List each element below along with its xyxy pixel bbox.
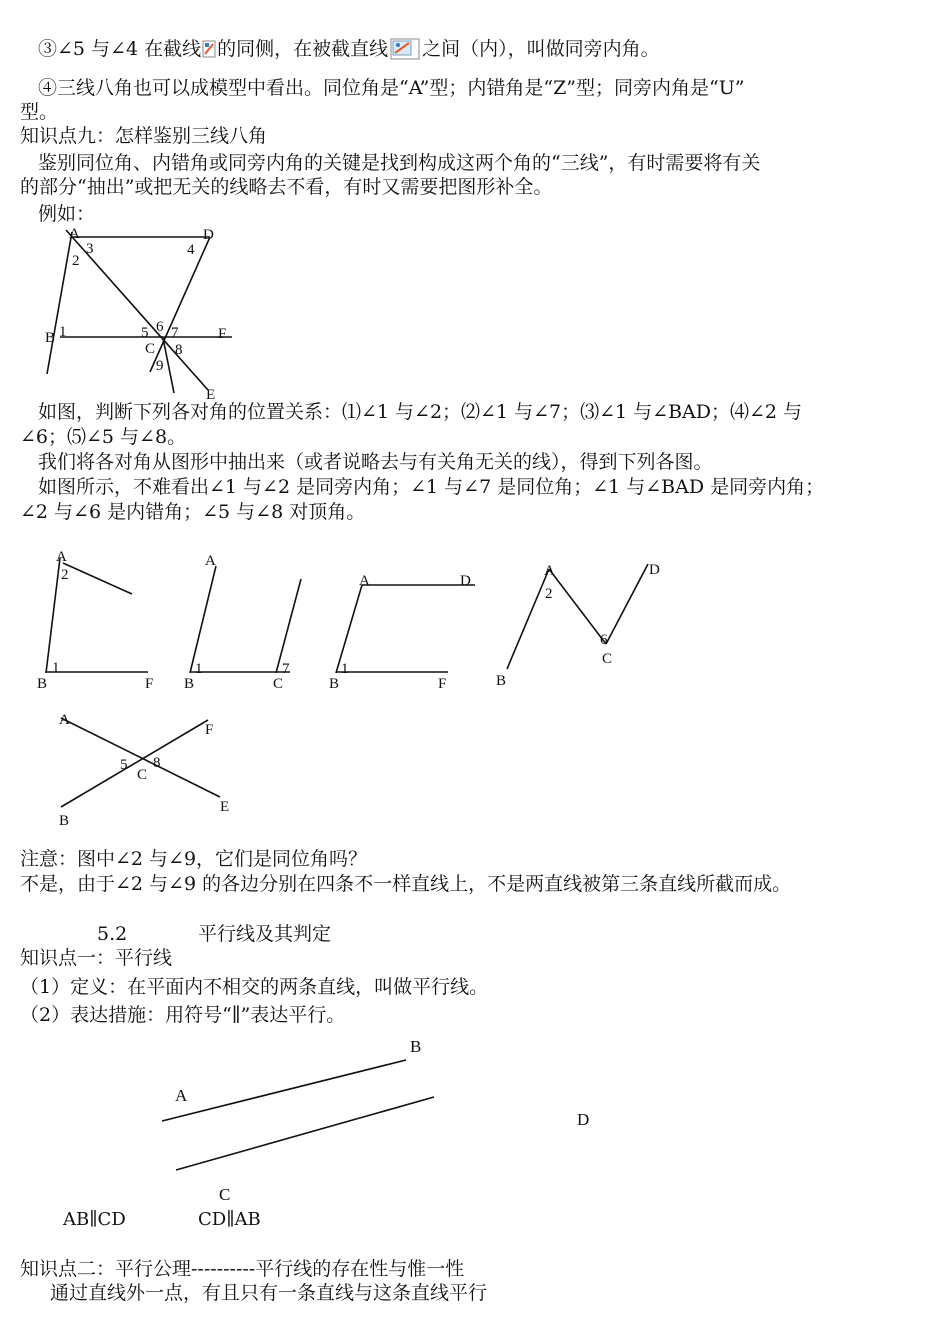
- label-D: D: [203, 227, 214, 243]
- sub4-label-D: D: [649, 562, 660, 578]
- sub4-label-2: 2: [545, 586, 553, 602]
- label-3: 3: [86, 241, 94, 257]
- sub5-label-B: B: [59, 813, 70, 829]
- notation-line: （2）表达措施：用符号“∥”表达平行。: [20, 1004, 346, 1026]
- section-title: 平行线及其判定: [198, 923, 332, 945]
- sub5-label-C: C: [137, 767, 148, 783]
- note-answer: 不是，由于∠2 与∠9 的各边分别在四条不一样直线上，不是两直线被第三条直线所截而成。: [20, 873, 792, 895]
- parallel-label-C: C: [219, 1185, 231, 1204]
- paragraph-identify-cont: 的部分“抽出”或把无关的线略去不看，有时又需要把图形补全。: [20, 176, 553, 198]
- sub3-label-D: D: [460, 573, 471, 589]
- definition-line: （1）定义：在平面内不相交的两条直线，叫做平行线。: [20, 976, 489, 998]
- parallel-label-A: A: [175, 1086, 188, 1105]
- heading-point-9: 知识点九：怎样鉴别三线八角: [20, 125, 268, 147]
- heading-point-1: 知识点一：平行线: [20, 947, 173, 969]
- sub5-label-8: 8: [153, 755, 161, 771]
- notation-AB-CD: AB∥CD: [63, 1209, 126, 1230]
- question-line-cont: ∠6；⑸∠5 与∠8。: [20, 426, 187, 448]
- note-question: 注意：图中∠2 与∠9，它们是同位角吗？: [20, 848, 368, 870]
- sub3-label-F: F: [438, 676, 447, 692]
- parallel-label-B: B: [410, 1037, 422, 1056]
- line-AB-parallel: [162, 1060, 406, 1121]
- sub1-label-B: B: [37, 676, 48, 692]
- parallel-axiom: 通过直线外一点，有且只有一条直线与这条直线平行: [50, 1282, 488, 1304]
- sub3-label-B: B: [329, 676, 340, 692]
- text-l1c: 之间（内），叫做同旁内角。: [422, 38, 660, 60]
- paragraph-identify: 鉴别同位角、内错角或同旁内角的关键是找到构成这两个角的“三线”，有时需要将有关: [38, 152, 761, 174]
- sub1-label-A: A: [56, 549, 67, 565]
- answer-line-cont: ∠2 与∠6 是内错角；∠5 与∠8 对顶角。: [20, 501, 366, 523]
- extract-line: 我们将各对角从图形中抽出来（或者说略去与有关角无关的线），得到下列各图。: [38, 451, 713, 473]
- text-l1b: 的同侧，在被截直线: [217, 38, 389, 60]
- label-A: A: [69, 226, 80, 242]
- label-E: E: [206, 387, 216, 403]
- parallel-label-D: D: [577, 1110, 590, 1129]
- label-9: 9: [156, 358, 164, 374]
- sub5-label-A: A: [59, 712, 70, 728]
- line-model: ④三线八角也可以成模型中看出。同位角是“A”型；内错角是“Z”型；同旁内角是“U”: [38, 77, 745, 99]
- sub3-label-A: A: [359, 573, 370, 589]
- answer-line: 如图所示，不难看出∠1 与∠2 是同旁内角；∠1 与∠7 是同位角；∠1 与∠BAD 是同旁内角；: [38, 476, 825, 498]
- sub5-label-5: 5: [120, 757, 128, 773]
- sub4-label-6: 6: [600, 632, 608, 648]
- example-label: 例如：: [38, 203, 96, 225]
- sub2-label-C: C: [273, 676, 284, 692]
- sub1-label-1: 1: [52, 660, 60, 676]
- label-5: 5: [141, 325, 149, 341]
- heading-point-2: 知识点二：平行公理----------平行线的存在性与惟一性: [20, 1258, 465, 1280]
- question-line: 如图，判断下列各对角的位置关系：⑴∠1 与∠2；⑵∠1 与∠7；⑶∠1 与∠BAD；⑷∠2 与: [38, 401, 803, 423]
- sub5-label-E: E: [220, 799, 230, 815]
- sub2-label-A: A: [205, 553, 216, 569]
- label-6: 6: [156, 319, 164, 335]
- sub4-label-A: A: [544, 563, 555, 579]
- sub4-label-C: C: [602, 651, 613, 667]
- sub2-label-1: 1: [195, 661, 203, 677]
- label-8: 8: [175, 342, 183, 358]
- label-2: 2: [72, 253, 80, 269]
- line-model-cont: 型。: [20, 101, 59, 123]
- label-C: C: [145, 341, 156, 357]
- label-1: 1: [59, 324, 67, 340]
- sub1-label-F: F: [145, 676, 154, 692]
- sub2-label-B: B: [184, 676, 195, 692]
- sub5-label-F: F: [205, 722, 214, 738]
- section-number: 5.2: [97, 923, 128, 945]
- notation-CD-AB: CD∥AB: [198, 1209, 261, 1230]
- label-F: F: [218, 326, 227, 342]
- sub1-label-2: 2: [61, 567, 69, 583]
- text-l1a: ③∠5 与∠4 在截线: [38, 38, 202, 60]
- label-B: B: [45, 330, 56, 346]
- sub4-label-B: B: [496, 673, 507, 689]
- label-4: 4: [187, 242, 195, 258]
- sub3-label-1: 1: [341, 661, 349, 677]
- label-7: 7: [171, 325, 179, 341]
- sub2-label-7: 7: [282, 661, 290, 677]
